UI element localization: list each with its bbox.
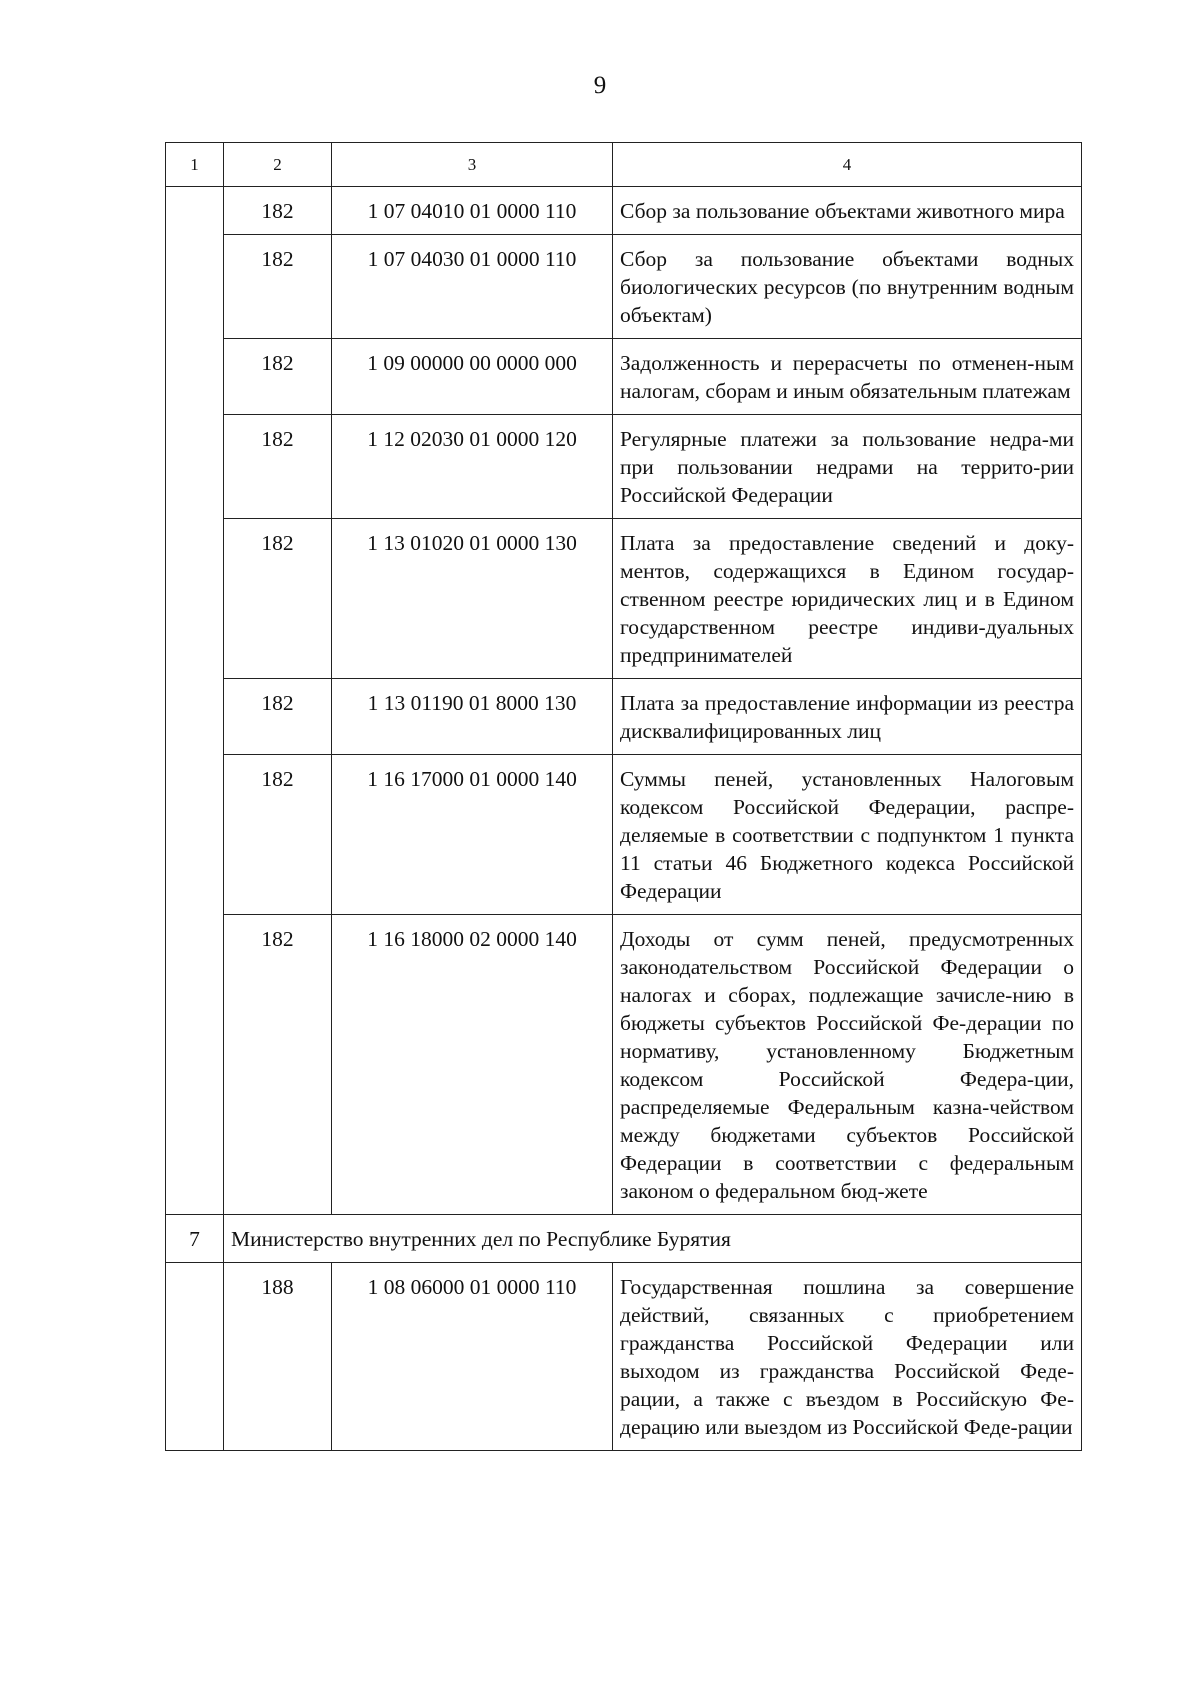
- description-cell: Регулярные платежи за пользование недра-ми при пользовании недрами на террито-рии Российской Федерации: [613, 415, 1082, 519]
- table-row: [166, 915, 1082, 1215]
- header-col-2: 2: [224, 143, 332, 187]
- description-cell: Суммы пеней, установленных Налоговым кодексом Российской Федерации, распре-деляемые в соответствии с подпунктом 1 пункта 11 статьи 46 Бюджетного кодекса Российской Федерации: [613, 755, 1082, 915]
- table-row: [166, 1263, 1082, 1451]
- table-row: [166, 519, 1082, 679]
- ministry-row: [166, 1215, 1082, 1263]
- admin-code-cell: 182: [224, 187, 332, 235]
- description-cell: Сбор за пользование объектами животного мира: [613, 187, 1082, 235]
- budget-code-cell: 1 16 18000 02 0000 140: [332, 915, 613, 1215]
- section-blank-cell: [166, 1263, 224, 1451]
- description-cell: Государственная пошлина за совершение действий, связанных с приобретением гражданства Российской Федерации или выходом из гражданства Российской Феде-рации, а также с въездом в Российскую Фе-дерацию или выездом из Российской Феде-рации: [613, 1263, 1082, 1451]
- description-cell: Плата за предоставление сведений и доку-ментов, содержащихся в Едином государ-ственном реестре юридических лиц и в Едином государственном реестре индиви-дуальных предпринимателей: [613, 519, 1082, 679]
- header-col-1: 1: [166, 143, 224, 187]
- header-col-3: 3: [332, 143, 613, 187]
- ministry-name-cell: Министерство внутренних дел по Республике Бурятия: [224, 1215, 1082, 1263]
- page-number: 9: [593, 72, 607, 99]
- table-row: [166, 339, 1082, 415]
- admin-code-cell: 182: [224, 415, 332, 519]
- table-row: [166, 679, 1082, 755]
- table-header-row: [166, 143, 1082, 187]
- ministry-number-cell: 7: [166, 1215, 224, 1263]
- budget-code-cell: 1 07 04030 01 0000 110: [332, 235, 613, 339]
- description-cell: Доходы от сумм пеней, предусмотренных законодательством Российской Федерации о налогах и сборах, подлежащие зачисле-нию в бюджеты субъектов Российской Фе-дерации по нормативу, установленному Бюджетным кодексом Российской Федера-ции, распределяемые Федеральным казна-чейством между бюджетами субъектов Российской Федерации в соответствии с федеральным законом о федеральном бюд-жете: [613, 915, 1082, 1215]
- budget-code-cell: 1 12 02030 01 0000 120: [332, 415, 613, 519]
- budget-code-cell: 1 16 17000 01 0000 140: [332, 755, 613, 915]
- section-blank-cell: [166, 187, 224, 1215]
- budget-code-cell: 1 09 00000 00 0000 000: [332, 339, 613, 415]
- table-row: [166, 415, 1082, 519]
- admin-code-cell: 182: [224, 235, 332, 339]
- admin-code-cell: 182: [224, 915, 332, 1215]
- admin-code-cell: 182: [224, 679, 332, 755]
- admin-code-cell: 182: [224, 519, 332, 679]
- revenue-codes-table: [165, 142, 1082, 1451]
- table-row: [166, 755, 1082, 915]
- budget-code-cell: 1 08 06000 01 0000 110: [332, 1263, 613, 1451]
- header-col-4: 4: [613, 143, 1082, 187]
- description-cell: Сбор за пользование объектами водных биологических ресурсов (по внутренним водным объектам): [613, 235, 1082, 339]
- budget-code-cell: 1 07 04010 01 0000 110: [332, 187, 613, 235]
- admin-code-cell: 188: [224, 1263, 332, 1451]
- description-cell: Плата за предоставление информации из реестра дисквалифицированных лиц: [613, 679, 1082, 755]
- description-cell: Задолженность и перерасчеты по отменен-ным налогам, сборам и иным обязательным платежам: [613, 339, 1082, 415]
- admin-code-cell: 182: [224, 339, 332, 415]
- budget-code-cell: 1 13 01020 01 0000 130: [332, 519, 613, 679]
- table-row: [166, 235, 1082, 339]
- admin-code-cell: 182: [224, 755, 332, 915]
- table-row: [166, 187, 1082, 235]
- budget-code-cell: 1 13 01190 01 8000 130: [332, 679, 613, 755]
